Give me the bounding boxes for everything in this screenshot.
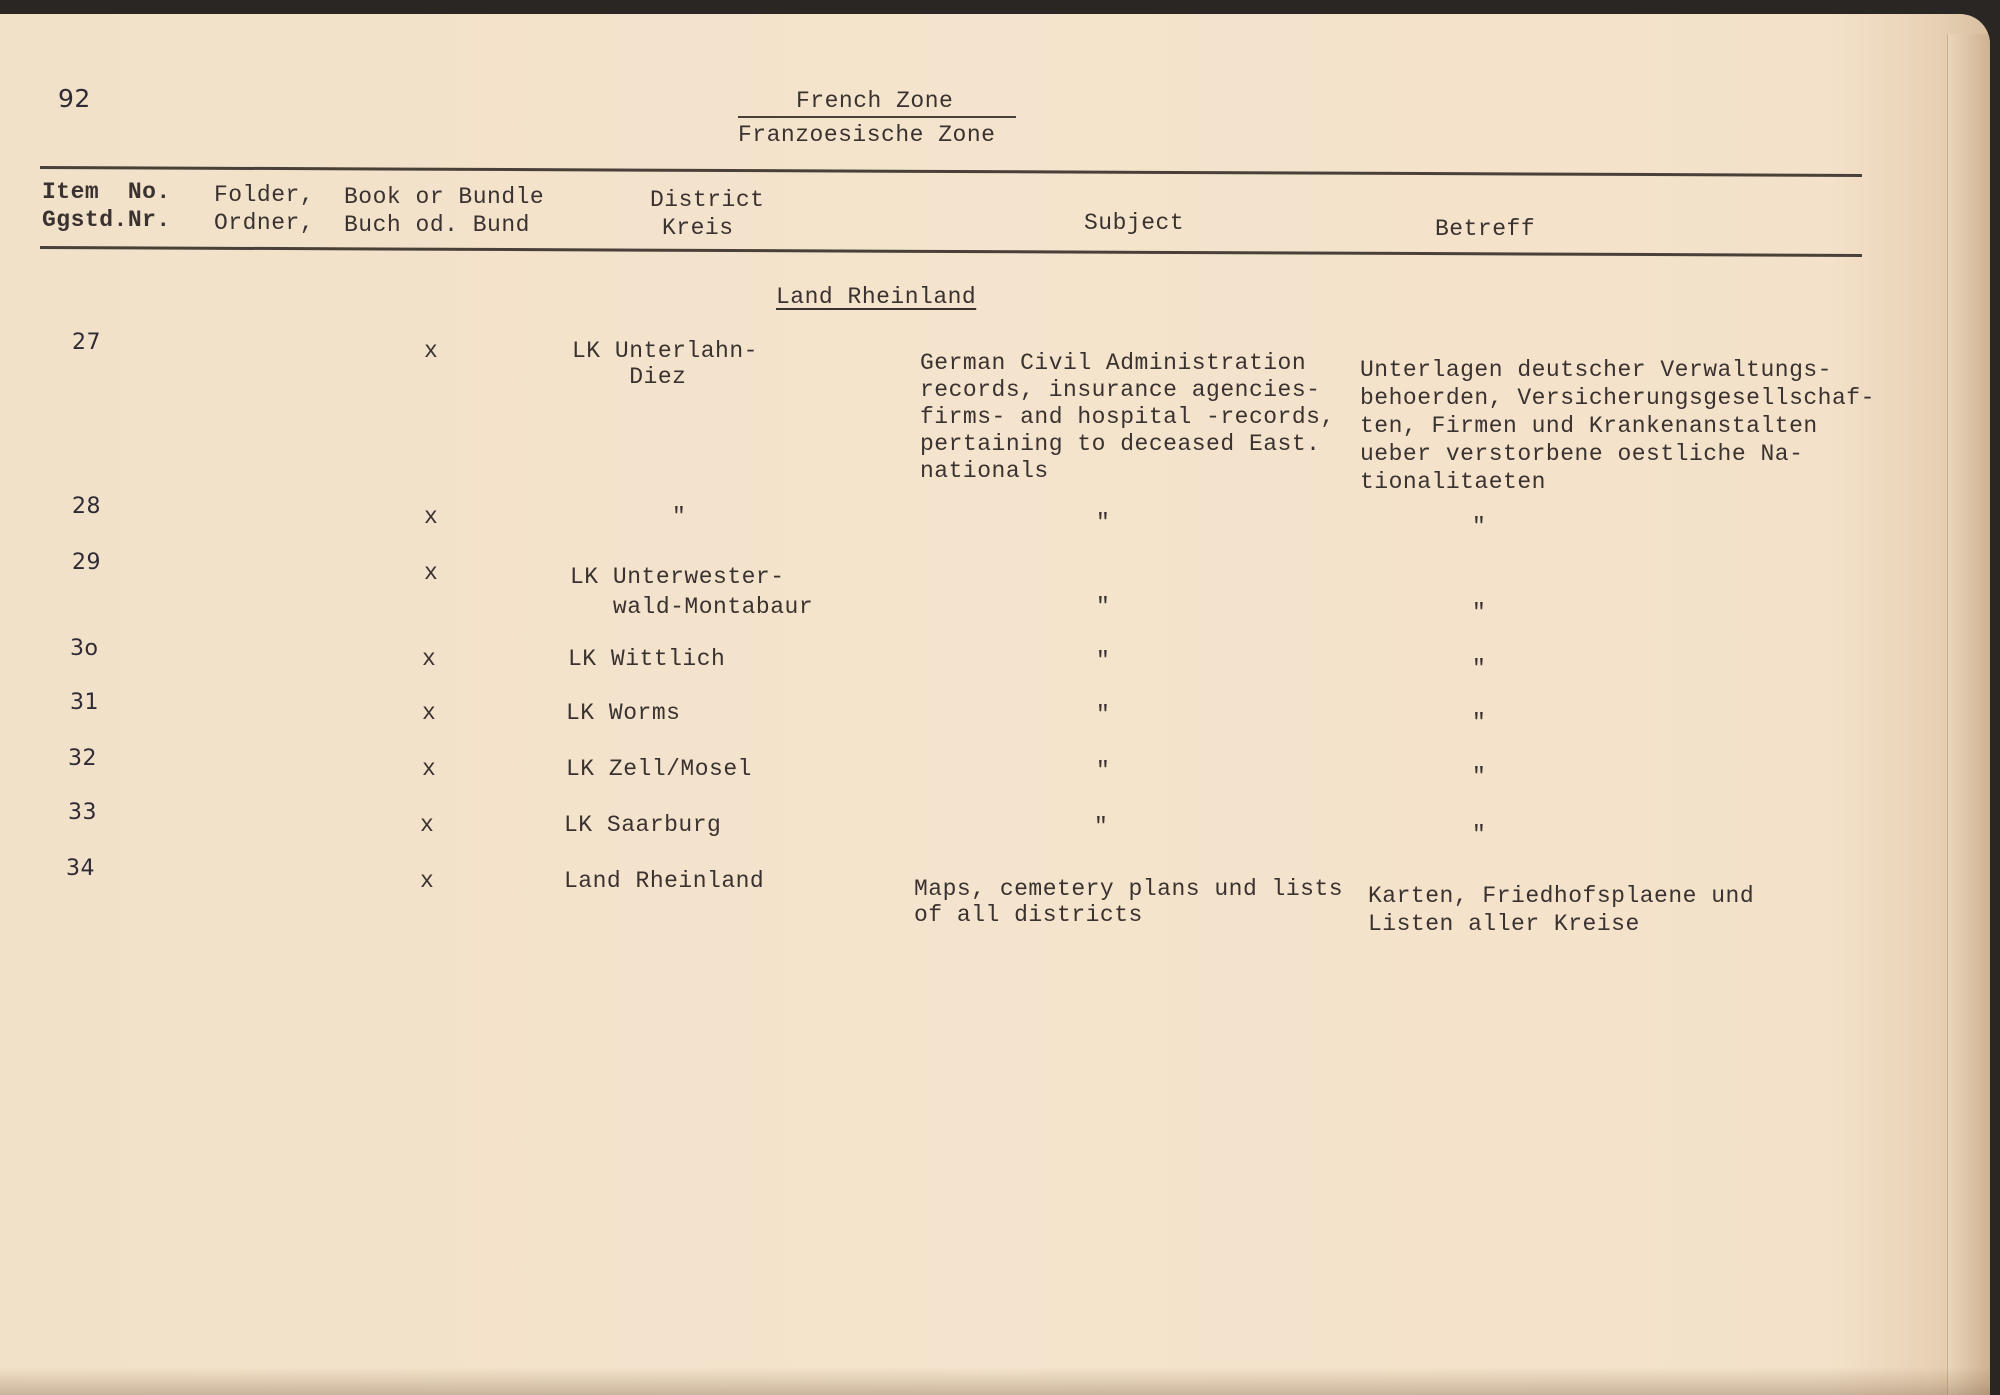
row-34-subject: Maps, cemetery plans und lists of all districts: [914, 876, 1344, 928]
col-header-betreff: Betreff: [1435, 216, 1536, 242]
row-28-book: x: [424, 504, 439, 530]
row-34-district: Land Rheinland: [564, 868, 765, 894]
row-32-district: LK Zell/Mosel: [566, 756, 752, 782]
row-33-book: x: [420, 812, 435, 838]
row-33-item: 33: [68, 800, 97, 825]
page-edge: [1947, 34, 1990, 1395]
row-30-book: x: [422, 646, 437, 672]
row-28-betreff: ": [1472, 514, 1487, 540]
row-27-betreff: Unterlagen deutscher Verwaltungs- behoerden, Versicherungsgesellschaf- ten, Firmen und Krankenanstalten ueber verstorbene oestliche Na- tionalitaeten: [1360, 357, 1875, 495]
row-30-district: LK Wittlich: [568, 646, 726, 672]
row-27-subject: German Civil Administration records, insurance agencies- firms- and hospital -records, pertaining to deceased East. nationals: [920, 350, 1335, 484]
row-31-district: LK Worms: [566, 700, 681, 726]
row-33-district: LK Saarburg: [564, 812, 722, 838]
col-header-folder-de: Ordner,: [214, 210, 315, 236]
page-subtitle: Franzoesische Zone: [738, 122, 996, 148]
row-28-subject: ": [1096, 510, 1111, 536]
row-32-book: x: [422, 756, 437, 782]
col-header-item-de: Ggstd.Nr.: [42, 207, 171, 233]
col-header-book-en: Book or Bundle: [344, 184, 545, 210]
row-27-book: x: [424, 338, 439, 364]
row-27-item: 27: [72, 330, 101, 355]
row-31-item: 31: [70, 690, 99, 715]
section-heading: Land Rheinland: [776, 284, 977, 310]
row-29-betreff: ": [1472, 600, 1487, 626]
col-header-item-en: Item No.: [42, 179, 171, 205]
col-header-book-de: Buch od. Bund: [344, 212, 530, 238]
row-29-subject: ": [1096, 594, 1111, 620]
header-bottom-rule: [40, 246, 1862, 257]
row-30-item: 3o: [70, 636, 99, 661]
page-number: 92: [58, 84, 91, 113]
row-28-district: ": [672, 504, 687, 530]
row-29-item: 29: [72, 550, 101, 575]
document-page: [0, 14, 1990, 1395]
row-34-betreff: Karten, Friedhofsplaene und Listen aller Kreise: [1368, 883, 1755, 937]
row-33-subject: ": [1094, 814, 1109, 840]
col-header-district-de: Kreis: [662, 215, 734, 241]
row-27-district: LK Unterlahn- Diez: [572, 338, 758, 390]
title-underline: [738, 116, 1016, 118]
row-29-book: x: [424, 560, 439, 586]
row-31-betreff: ": [1472, 710, 1487, 736]
col-header-district-en: District: [650, 187, 765, 213]
row-34-book: x: [420, 868, 435, 894]
row-30-betreff: ": [1472, 656, 1487, 682]
col-header-subject: Subject: [1084, 210, 1185, 236]
row-32-item: 32: [68, 746, 97, 771]
row-28-item: 28: [72, 494, 101, 519]
col-header-folder-en: Folder,: [214, 182, 315, 208]
row-29-district: LK Unterwester- wald-Montabaur: [570, 564, 814, 620]
page-title: French Zone: [796, 88, 954, 114]
row-31-book: x: [422, 700, 437, 726]
row-33-betreff: ": [1472, 822, 1487, 848]
row-31-subject: ": [1096, 702, 1111, 728]
header-top-rule: [40, 166, 1862, 177]
row-32-betreff: ": [1472, 764, 1487, 790]
row-32-subject: ": [1096, 758, 1111, 784]
row-34-item: 34: [66, 856, 95, 881]
row-30-subject: ": [1096, 648, 1111, 674]
